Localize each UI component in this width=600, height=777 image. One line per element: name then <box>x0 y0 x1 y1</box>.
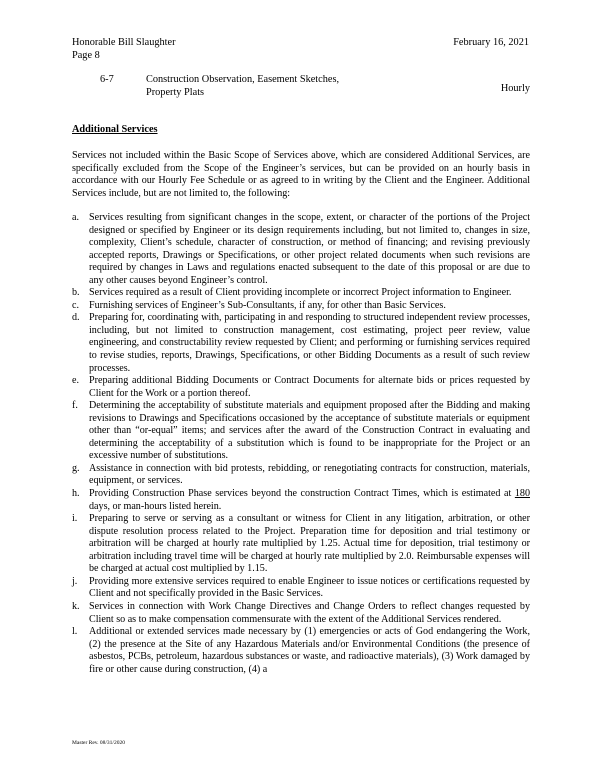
list-marker: k. <box>72 600 80 612</box>
list-marker: a. <box>72 212 80 223</box>
list-item-text: Additional or extended services made necessary by (1) emergencies or acts of God endangering the Work, (2) the presence at the Site of any Hazardous Materials and/or Environmental Conditions (the presence of asbestos, PCBs, petroleum, hazardous substances or waste, and radioactive materials), (3) Work damaged by fire or other cause during construction, (4) a <box>89 626 530 675</box>
list-marker: f. <box>72 400 78 412</box>
list-item-text: Services resulting from significant changes in the scope, extent, or character of the portions of the Project designed or specified by Engineer or its design requirements including, but not limited to, changes in size, complexity, Client’s schedule, character of construction, or method of financing; and revising previously accepted reports, Drawings or Specifications, or other project related documents when such revisions are required by changes in Laws and regulations enacted subsequent to the date of this proposal or are due to any other causes beyond Engineer’s control. <box>89 212 530 286</box>
list-marker: j. <box>72 575 78 587</box>
header-date: February 16, 2021 <box>453 37 529 48</box>
list-item-text: Services required as a result of Client providing incomplete or incorrect Project information to Engineer. <box>89 287 512 299</box>
footer-revision: Master Rev. 08/31/2020 <box>72 740 125 746</box>
section-intro: Services not included within the Basic Scope of Services above, which are considered Additional Services, are specifically excluded from the Scope of the Engineer’s services, but can be provided on an hourly basis in accordance with our Hourly Fee Schedule or as agreed to in writing by the Client and the Engineer. Additional Services include, but are not limited to, the following: <box>72 150 530 199</box>
list-item <box>72 212 530 287</box>
list-marker: i. <box>72 513 78 525</box>
list-item <box>72 513 530 576</box>
list-item-text: Services in connection with Work Change Directives and Change Orders to reflect changes requested by Client so as to make compensation commensurate with the extent of the Additional Services rendered. <box>89 600 530 625</box>
list-item-text-after: days, or man-hours listed herein. <box>89 500 222 512</box>
section-title: Additional Services <box>72 124 158 135</box>
list-item-text: Preparing additional Bidding Documents or Contract Documents for alternate bids or prices requested by Client for the Work or a portion thereof. <box>89 375 530 399</box>
list-item <box>72 312 530 375</box>
list-marker: d. <box>72 312 80 324</box>
list-item-text: Preparing for, coordinating with, participating in and responding to structured independent review processes, including, but not limited to construction management, cost estimating, project peer review, value engineering, and constructability review requested by Client; and performing or furnishing services required to revise studies, reports, Drawings, Specifications, or other Bidding Documents as a result of such review processes. <box>89 312 530 374</box>
list-item <box>72 400 530 463</box>
list-item-text: Providing more extensive services required to enable Engineer to issue notices or certifications requested by Client and not specifically provided in the Basic Services. <box>89 575 530 600</box>
list-marker: e. <box>72 375 80 387</box>
estimated-days: 180 <box>514 488 530 500</box>
schedule-item-row <box>100 73 530 103</box>
list-marker: b. <box>72 287 80 299</box>
list-item-text: Assistance in connection with bid protests, rebidding, or renegotiating contracts for construction, materials, equipment, or services. <box>89 462 530 487</box>
page-number: Page 8 <box>72 49 100 61</box>
list-item <box>72 626 530 676</box>
list-item <box>72 300 530 313</box>
list-item <box>72 463 530 488</box>
list-marker: g. <box>72 462 80 474</box>
list-marker: l. <box>72 626 78 638</box>
additional-services-list <box>72 212 530 676</box>
schedule-item-number: 6-7 <box>100 74 114 85</box>
list-item <box>72 576 530 601</box>
schedule-item-description: Construction Observation, Easement Sketches, Property Plats <box>146 74 340 98</box>
recipient-name: Honorable Bill Slaughter <box>72 37 176 48</box>
list-item <box>72 375 530 400</box>
list-item-text: Determining the acceptability of substitute materials and equipment proposed after the Bidding and making revisions to Drawings and Specifications occasioned by the acceptance of substitute materials or equipment other than “or-equal” items; and services after the award of the Construction Contract in evaluating and determining the acceptability of a substitution which is found to be inappropriate for the Project or an excessive number of substitutions. <box>89 400 530 462</box>
header-left <box>72 37 176 62</box>
list-item <box>72 488 530 513</box>
list-marker: h. <box>72 488 80 500</box>
schedule-item-fee: Hourly <box>500 83 530 94</box>
list-item-text: Furnishing services of Engineer’s Sub-Consultants, if any, for other than Basic Services. <box>89 299 446 311</box>
list-item <box>72 601 530 626</box>
list-item-text: Preparing to serve or serving as a consultant or witness for Client in any litigation, arbitration, or other dispute resolution process related to the Project. Preparation time for deposition and trial testimony or arbitration will be charged at hourly rate multiplied by 1.25. Actual time for deposition, trial testimony or arbitration including travel time will be charged at hourly rate multiplied by 2.0. Reimbursable expenses will be charged at actual cost multiplied by 1.15. <box>89 513 530 575</box>
list-marker: c. <box>72 299 80 311</box>
list-item <box>72 287 530 300</box>
list-item-text: Providing Construction Phase services beyond the construction Contract Times, which is estimated at <box>89 488 515 500</box>
